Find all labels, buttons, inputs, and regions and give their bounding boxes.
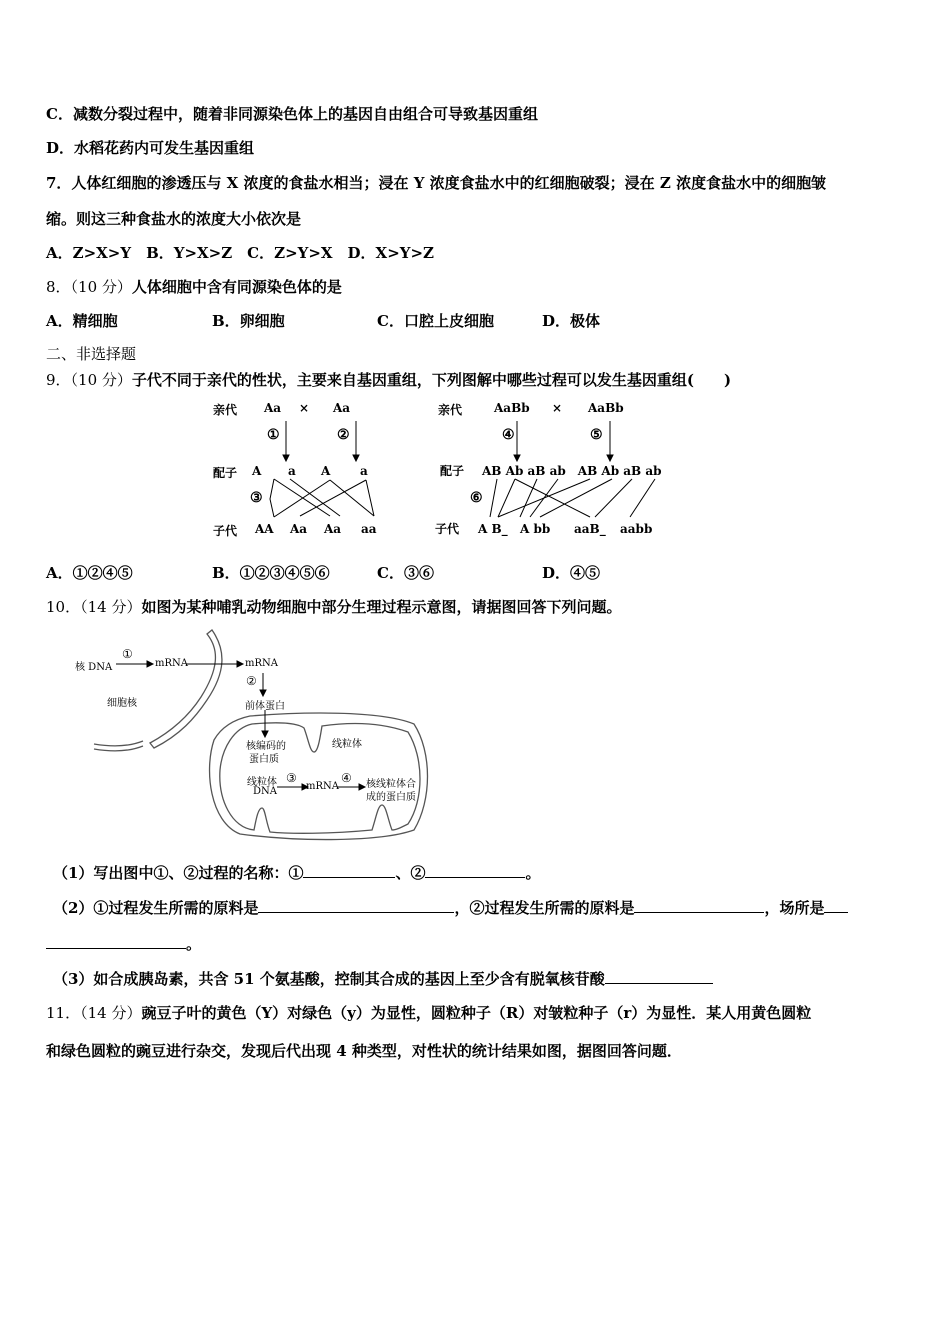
q10-arrowhead-mrna-transport — [237, 661, 243, 667]
q9-step-1: ① — [267, 427, 280, 443]
q10-label-mitochondrion: 线粒体 — [332, 739, 362, 750]
q9-left-offspring-4: aa — [361, 522, 377, 536]
q10-part-2-text-c: ，场所是 — [764, 899, 825, 917]
q9-step-3: ③ — [250, 490, 263, 506]
q11-stem-line2: 和绿色圆粒的豌豆进行杂交，发现后代出现 4 种类型，对性状的统计结果如图，据图回答问题． — [46, 1042, 682, 1060]
q8-number: 8．（10 分） — [46, 278, 132, 296]
q9-right-offspring-1: A B_ — [478, 522, 508, 536]
q10-part-3 — [53, 968, 713, 989]
q9-right-offspring-label: 子代 — [435, 522, 460, 536]
q10-part-1-end: 。 — [525, 864, 541, 882]
q10-label-nuclear-encoded-1: 核编码的 — [246, 741, 286, 752]
q9-right-offspring-4: aabb — [620, 522, 653, 536]
q10-label-nuclear-dna: 核 DNA — [75, 662, 113, 673]
q10-number: 10．（14 分） — [46, 598, 142, 616]
q10-label-mrna-2: mRNA — [245, 658, 278, 669]
q9-step-5: ⑤ — [590, 427, 603, 443]
q9-left-cross: × — [299, 401, 310, 415]
q9-right-cross: × — [552, 401, 563, 415]
q9-right-gametes: AB Ab aB ab AB Ab aB ab — [482, 464, 662, 478]
q10-label-mito-dna-2: DNA — [253, 786, 277, 797]
q9-number: 9．（10 分） — [46, 371, 132, 389]
q11-number: 11．（14 分） — [46, 1004, 142, 1022]
q10-answer-blank-5a[interactable] — [824, 898, 848, 913]
q9-option-c: C．③⑥ — [377, 564, 434, 582]
q10-answer-blank-6[interactable] — [605, 969, 713, 984]
q9-left-gamete-3: A — [321, 464, 331, 478]
q10-part-1 — [53, 862, 540, 883]
q9-left-offspring-1: AA — [255, 522, 274, 536]
q10-part-2-cont — [46, 933, 201, 954]
q9-left-offspring-2: Aa — [290, 522, 308, 536]
q9-left-offspring-label: 子代 — [213, 524, 238, 538]
q10-arrowhead-2 — [260, 690, 266, 696]
q10-label-mito-protein-2: 成的蛋白质 — [366, 792, 416, 803]
q9-right-parent-2: AaBb — [588, 401, 624, 415]
nuclear-envelope-upper — [150, 630, 222, 748]
q10-label-nuclear-encoded-2: 蛋白质 — [249, 754, 279, 765]
q9-option-d: D．④⑤ — [542, 564, 601, 582]
q10-arrowhead-4 — [359, 784, 365, 790]
q9-step-2: ② — [337, 427, 350, 443]
q10-label-mrna-1: mRNA — [155, 658, 188, 669]
q10-label-mrna-3: mRNA — [306, 781, 339, 792]
q10-label-step-3: ③ — [286, 771, 297, 785]
q10-label-nucleus: 细胞核 — [107, 698, 137, 709]
q10-part-1-text: （1）写出图中①、②过程的名称：① — [53, 864, 304, 882]
q7-options: A．Z>X>Y B．Y>X>Z C．Z>Y>X D．X>Y>Z — [46, 244, 434, 262]
q10-answer-blank-2[interactable] — [425, 863, 525, 878]
q10-stem-text: 如图为某种哺乳动物细胞中部分生理过程示意图，请据图回答下列问题。 — [141, 598, 622, 616]
q10-label-mito-protein-1: 核线粒体合 — [366, 779, 416, 790]
q9-step-6: ⑥ — [470, 490, 483, 506]
q10-part-1-text-b: 、② — [395, 864, 426, 882]
q9-step-4: ④ — [502, 427, 515, 443]
q11-stem-text: 豌豆子叶的黄色（Y）对绿色（y）为显性，圆粒种子（R）对皱粒种子（r）为显性．某人用黄色圆粒 — [141, 1004, 812, 1022]
q10-answer-blank-5b[interactable] — [46, 934, 186, 949]
q10-label-step-2: ② — [246, 674, 257, 688]
nuclear-envelope-lower-1 — [94, 746, 143, 751]
q10-part-2-text: （2）①过程发生所需的原料是 — [53, 899, 259, 917]
q7-stem-line2: 缩。则这三种食盐水的浓度大小依次是 — [46, 210, 302, 228]
q6-option-d: D．水稻花药内可发生基因重组 — [46, 139, 255, 157]
q9-left-parent-2: Aa — [333, 401, 351, 415]
q9-left-offspring-3: Aa — [324, 522, 342, 536]
q10-part-2-text-b: ，②过程发生所需的原料是 — [454, 899, 635, 917]
q10-part-2-end: 。 — [186, 935, 202, 953]
q10-label-step-1: ① — [122, 647, 133, 661]
q11-stem-line1 — [46, 1002, 811, 1023]
q7-stem-line1: 7．人体红细胞的渗透压与 X 浓度的食盐水相当；浸在 Y 浓度食盐水中的红细胞破裂；浸在 Z 浓度食盐水中的细胞皱 — [46, 174, 827, 192]
q10-part-2 — [53, 897, 848, 918]
q10-answer-blank-4[interactable] — [634, 898, 764, 913]
q9-right-offspring-2: A bb — [520, 522, 551, 536]
q9-left-parent-label: 亲代 — [213, 403, 238, 417]
q10-arrowhead-1 — [147, 661, 153, 667]
q8-option-c: C．口腔上皮细胞 — [377, 312, 494, 330]
q8-option-d: D．极体 — [542, 312, 601, 330]
q8-stem-text: 人体细胞中含有同源染色体的是 — [131, 278, 342, 296]
q10-label-mito-dna-1: 线粒体 — [247, 777, 277, 788]
q9-right-offspring-3: aaB_ — [574, 522, 606, 536]
section-heading: 二、非选择题 — [46, 345, 137, 363]
q9-right-parent-1: AaBb — [494, 401, 530, 415]
q9-option-b: B．①②③④⑤⑥ — [212, 564, 330, 582]
q9-right-parent-label: 亲代 — [438, 403, 463, 417]
q10-answer-blank-3[interactable] — [258, 898, 454, 913]
q10-label-step-4: ④ — [341, 771, 352, 785]
nuclear-envelope-lower-2 — [94, 741, 143, 746]
q10-label-precursor-protein: 前体蛋白 — [245, 701, 285, 712]
q8-option-a: A．精细胞 — [46, 312, 118, 330]
q9-left-gamete-2: a — [288, 464, 296, 478]
q10-answer-blank-1[interactable] — [303, 863, 395, 878]
q9-left-gamete-1: A — [252, 464, 262, 478]
q9-stem-text: 子代不同于亲代的性状，主要来自基因重组，下列图解中哪些过程可以发生基因重组( ) — [131, 371, 732, 389]
q9-left-gamete-label: 配子 — [213, 466, 238, 480]
q9-left-parent-1: Aa — [264, 401, 282, 415]
q8-option-b: B．卵细胞 — [212, 312, 285, 330]
q9-option-a: A．①②④⑤ — [46, 564, 133, 582]
q6-option-c: C．减数分裂过程中，随着非同源染色体上的基因自由组合可导致基因重组 — [46, 105, 538, 123]
q9-left-gamete-4: a — [360, 464, 368, 478]
q9-right-gamete-label: 配子 — [440, 464, 465, 478]
q10-part-3-text: （3）如合成胰岛素，共含 51 个氨基酸，控制其合成的基因上至少含有脱氧核苷酸 — [53, 970, 605, 988]
